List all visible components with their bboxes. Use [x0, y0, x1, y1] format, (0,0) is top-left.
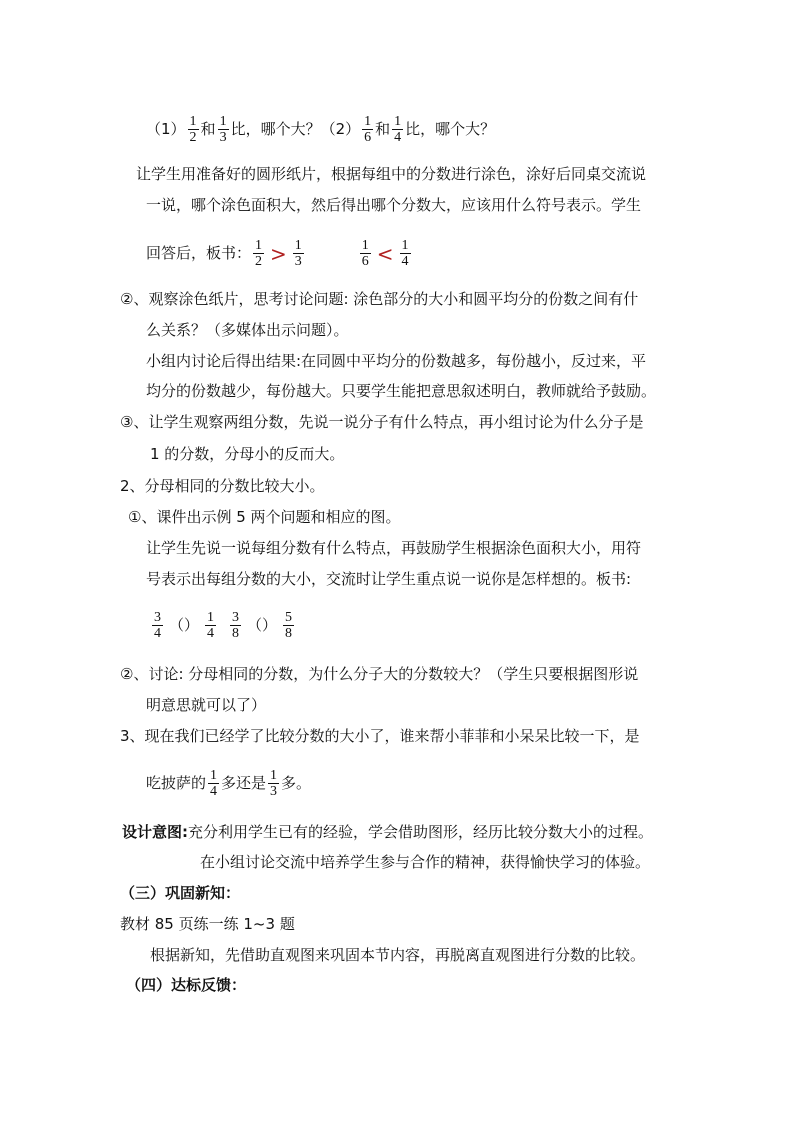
fraction-one-half: $\frac{1}{2}$ — [255, 238, 263, 269]
fraction-three-quarters: $\frac{3}{4}$ — [154, 610, 161, 641]
question-2-label: （2） — [320, 120, 361, 138]
section2-para-line2: 号表示出每组分数的大小，交流时让学生重点说一说你是怎样想的。板书: — [146, 570, 632, 588]
board-fractions-line — [150, 610, 296, 641]
board-prefix: 回答后，板书： — [146, 244, 252, 262]
section3-line1: 3、现在我们已经学了比较分数的大小了，谁来帮小菲菲和小呆呆比较一下，是 — [120, 727, 640, 745]
item2-line4: 均分的份数越少，每份越大。只要学生能把意思叙述明白，教师就给予鼓励。 — [146, 382, 657, 400]
consolidate-line2: 根据新知，先借助直观图来巩固本节内容，再脱离直观图进行分数的比较。 — [150, 946, 646, 964]
fraction-one-sixth: $\frac{1}{6}$ — [361, 238, 369, 269]
discuss-line1: ②、讨论: 分母相同的分数，为什么分子大的分数较大？（学生只要根据图形说 — [120, 665, 639, 683]
fraction-one-third: $\frac{1}{3}$ — [294, 238, 302, 269]
fraction-one-third: $\frac{1}{3}$ — [270, 768, 278, 799]
section3-prefix: 吃披萨的 — [146, 774, 207, 792]
consolidate-heading: （三）巩固新知： — [120, 884, 241, 902]
question-1-label: （1） — [146, 120, 186, 138]
blank-parentheses: （） — [169, 616, 200, 634]
blank-parentheses: （） — [247, 616, 278, 634]
para1-line1: 让学生用准备好的圆形纸片，根据每组中的分数进行涂色，涂好后同桌交流说 — [136, 165, 647, 183]
para1-line2: 一说，哪个涂色面积大，然后得出哪个分数大，应该用什么符号表示。学生 — [146, 196, 642, 214]
greater-than-symbol: > — [270, 241, 287, 266]
section3-suffix: 多。 — [281, 774, 312, 792]
discuss-line2: 明意思就可以了） — [146, 696, 267, 714]
fraction-one-quarter: $\frac{1}{4}$ — [210, 768, 218, 799]
fraction-one-quarter: $\frac{1}{4}$ — [394, 114, 402, 145]
section2-para-line1: 让学生先说一说每组分数有什么特点，再鼓励学生根据涂色面积大小，用符 — [146, 539, 642, 557]
question-2-ask: 比，哪个大？ — [405, 120, 496, 138]
item2-line3: 小组内讨论后得出结果:在同圆中平均分的份数越多，每份越小，反过来，平 — [146, 352, 647, 370]
item3-line1: ③、让学生观察两组分数，先说一说分子有什么特点，再小组讨论为什么分子是 — [120, 413, 644, 431]
item2-line1: ②、观察涂色纸片，思考讨论问题: 涂色部分的大小和圆平均分的份数之间有什 — [120, 290, 639, 308]
and-text: 和 — [375, 120, 391, 138]
fraction-one-quarter: $\frac{1}{4}$ — [401, 238, 409, 269]
fraction-one-quarter: $\frac{1}{4}$ — [207, 610, 215, 641]
and-text: 和 — [200, 120, 216, 138]
fraction-one-third: $\frac{1}{3}$ — [219, 114, 227, 145]
fraction-one-sixth: $\frac{1}{6}$ — [364, 114, 372, 145]
design-intent-label: 设计意图: — [122, 823, 188, 841]
design-intent-text: 充分利用学生已有的经验，学会借助图形，经历比较分数大小的过程。 — [188, 823, 654, 841]
board-writing-line — [146, 238, 413, 269]
section3-mid: 多还是 — [221, 774, 267, 792]
question-1-ask: 比，哪个大？ — [230, 120, 321, 138]
section3-line2 — [146, 768, 311, 799]
fraction-one-half: $\frac{1}{2}$ — [189, 114, 197, 145]
design-intent-line2: 在小组讨论交流中培养学生参与合作的精神，获得愉快学习的体验。 — [200, 853, 651, 871]
feedback-heading: （四）达标反馈： — [126, 976, 247, 994]
design-intent-line1 — [122, 822, 653, 842]
less-than-symbol: < — [376, 241, 394, 266]
fraction-three-eighths: $\frac{3}{8}$ — [232, 610, 240, 641]
item3-line2: 1 的分数，分母小的反而大。 — [150, 445, 345, 463]
question-line — [146, 114, 495, 145]
consolidate-line1: 教材 85 页练一练 1~3 题 — [120, 915, 295, 933]
item2-line2: 么关系？（多媒体出示问题）。 — [146, 321, 349, 339]
fraction-five-eighths: $\frac{5}{8}$ — [285, 610, 293, 641]
section2-title: 2、分母相同的分数比较大小。 — [120, 477, 325, 495]
section2-sub1: ①、课件出示例 5 两个问题和相应的图。 — [128, 508, 401, 526]
